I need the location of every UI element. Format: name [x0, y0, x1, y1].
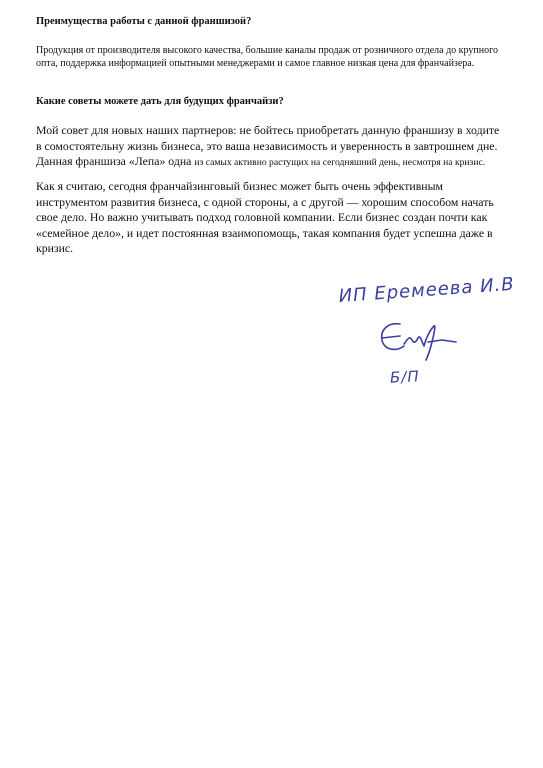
- heading-advice: Какие советы можете дать для будущих франчайзи?: [36, 96, 284, 107]
- handwritten-signatory-name: ИП Еремеева И.В: [338, 273, 516, 307]
- paragraph-advice: [36, 123, 506, 171]
- heading-advantages: Преимущества работы с данной франшизой?: [36, 16, 252, 27]
- stamp-note-handwritten: Б/П: [389, 367, 421, 387]
- handwritten-signature-scribble: [370, 318, 462, 362]
- paragraph-advice-main: Мой совет для новых наших партнеров: не бойтесь приобретать данную франшизу в ходите в сомостоятельну жизнь бизнеса, это ваша независимость и уверенность в завтрошнем дне. Данная франшиза «Лепа» одна: [36, 123, 500, 168]
- paragraph-advice-tail: из самых активно растущих на сегодняшний день, несмотря на кризис.: [194, 157, 486, 168]
- paragraph-opinion: Как я считаю, сегодня франчайзинговый бизнес может быть очень эффективным инструментом развития бизнеса, с одной стороны, а с другой — хорошим способом начать свое дело. Но важно учитывать подход головной компании. Если бизнес создан почти как «семейное дело», и идет постоянная взаимопомощь, такая компания будет успешна даже в кризис.: [36, 179, 494, 255]
- paragraph-advantages: Продукция от производителя высокого качества, большие каналы продаж от розничного отдела до крупного опта, поддержка информацией опытными менеджерами и самое главное низкая цена для франчайзера.: [36, 45, 498, 69]
